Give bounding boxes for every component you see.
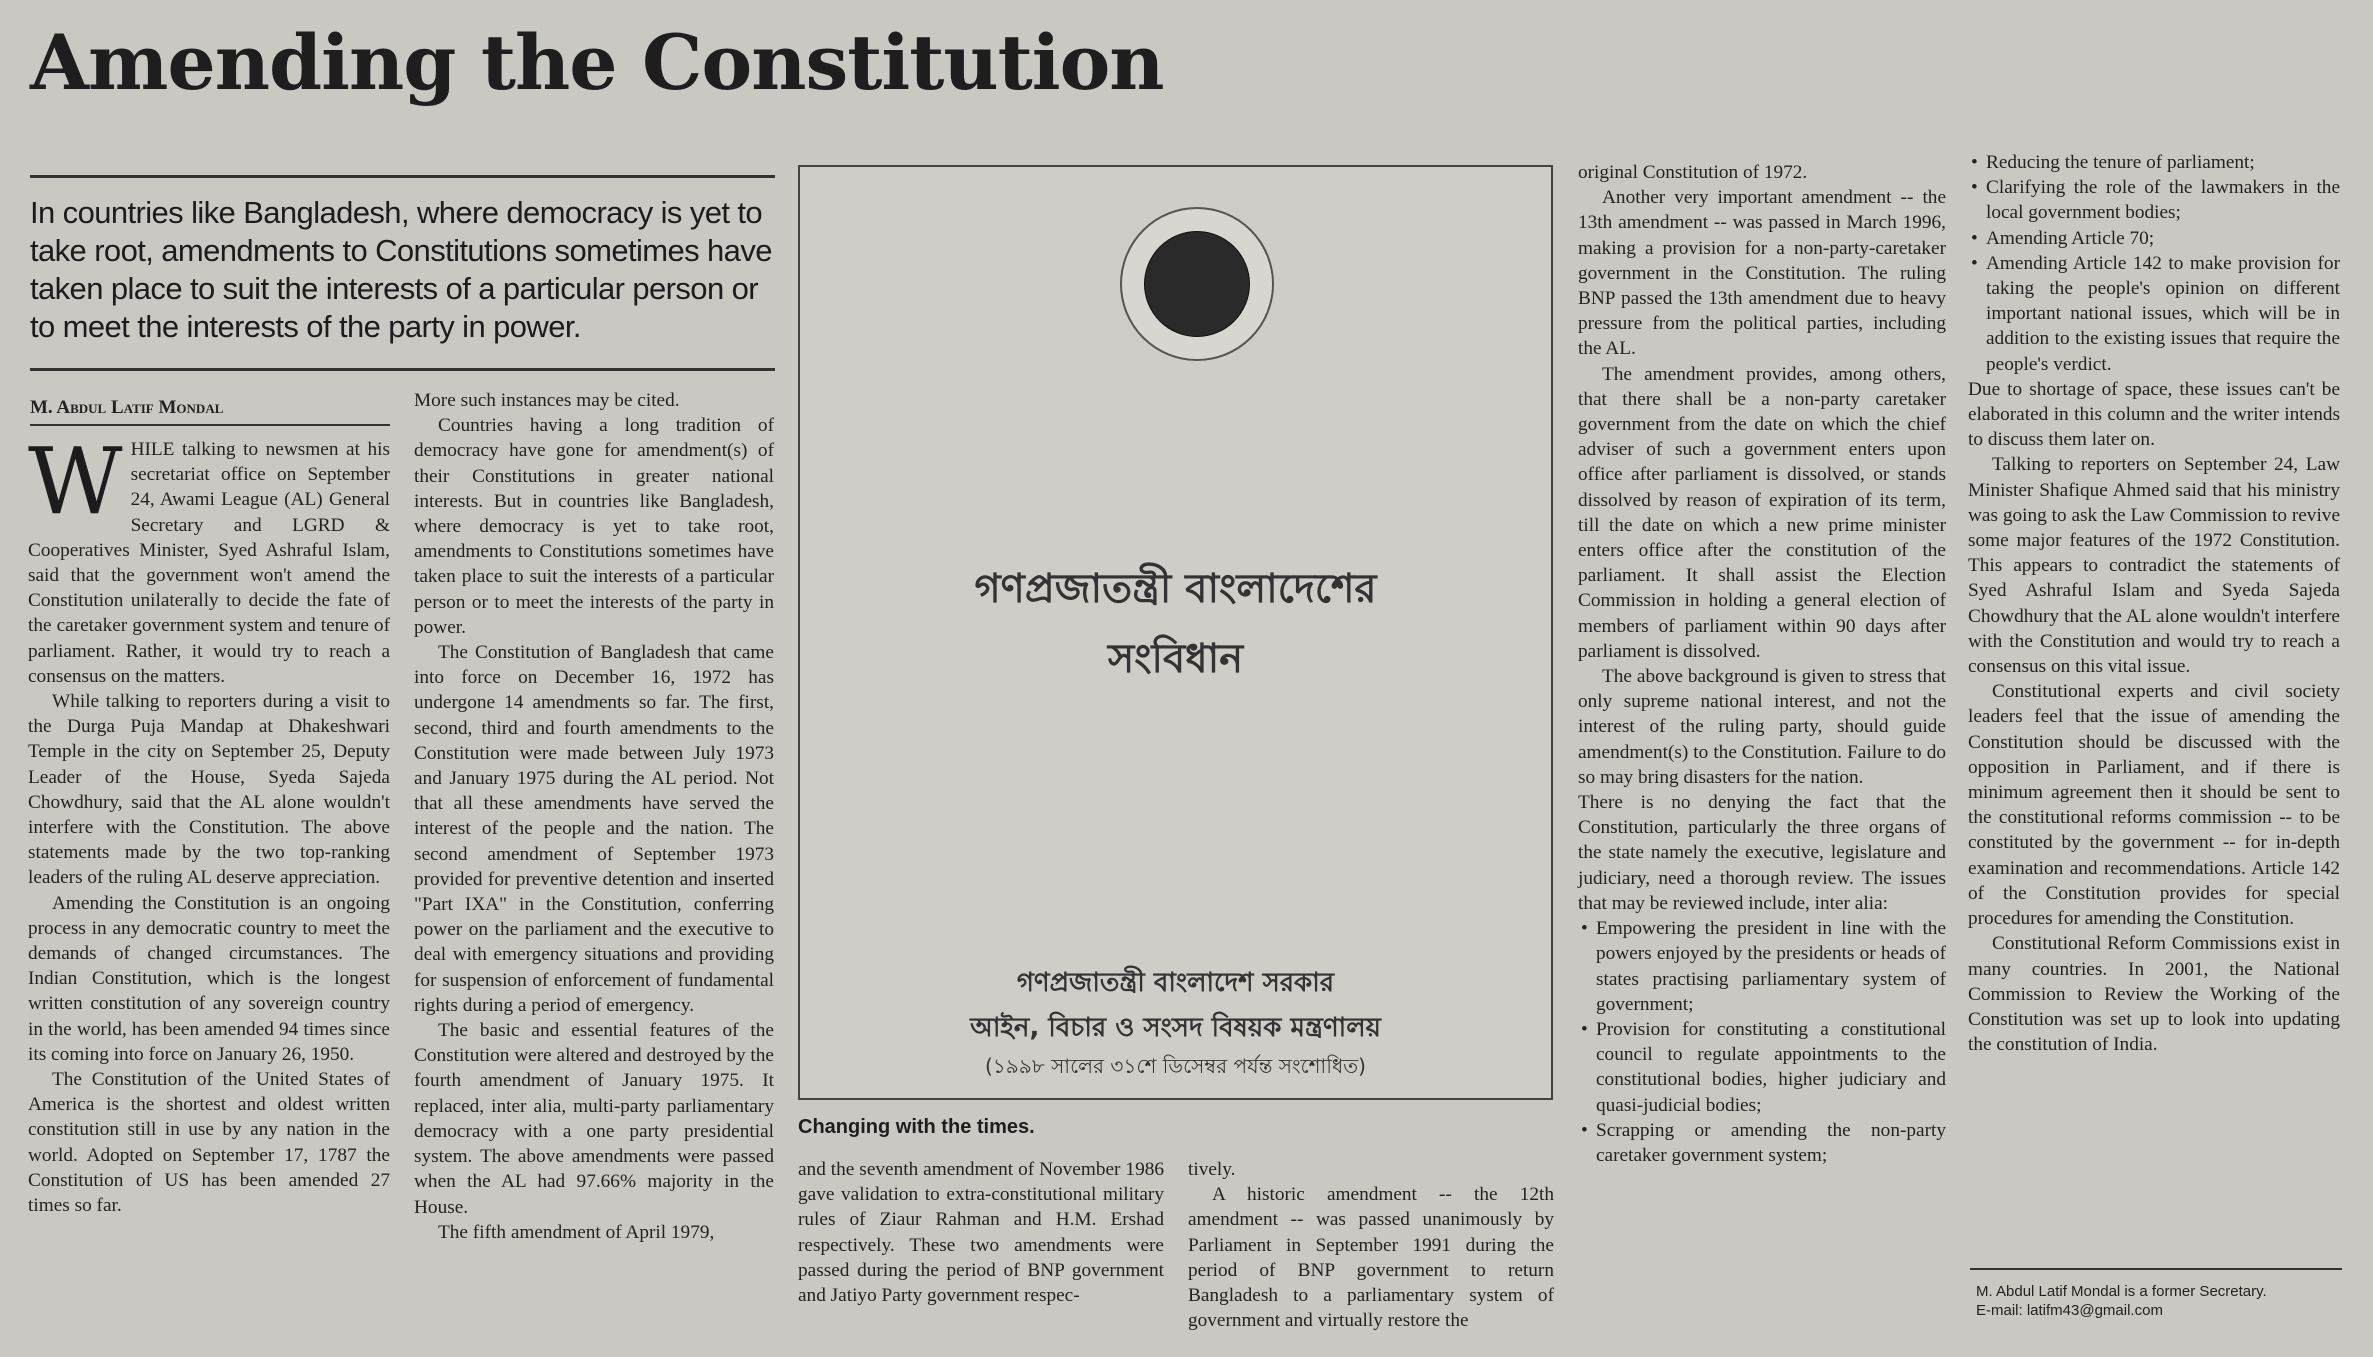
author-note-rule [1970, 1268, 2342, 1270]
column-3-bottom [798, 1157, 1164, 1308]
paragraph: There is no denying the fact that the Constitution, particularly the three organs of the state namely the executive, legislature and judiciary, need a thorough review. The issues that may be reviewed include, inter alia: [1578, 792, 1946, 914]
cover-title-line-2: সংবিধান [1107, 636, 1244, 682]
byline: M. Abdul Latif Mondal [30, 397, 224, 418]
seal-center [1144, 231, 1250, 337]
column-4-bottom [1188, 1157, 1554, 1333]
drop-cap: W [28, 428, 123, 535]
paragraph: While talking to reporters during a visit to the Durga Puja Mandap at Dhakeshwari Temple in the city on September 25, Deputy Leader of the House, Syeda Sajeda Chowdhury, said that the AL alone wouldn't interfere with the Constitution. The above statements made by the two top-ranking leaders of the ruling AL deserve appreciation. [28, 691, 390, 889]
list-item: • Reducing the tenure of parliament; [1986, 150, 2340, 175]
paragraph: Talking to reporters on September 24, Law Minister Shafique Ahmed said that his ministry was going to ask the Law Commission to revive some major features of the 1972 Constitution. This appears to contradict the statements of Syed Ashraful Islam and Syeda Sajeda Chowdhury that the AL alone wouldn't interfere with the Constitution and would try to reach a consensus on this vital issue. [1968, 454, 2340, 678]
headline: Amending the Constitution [30, 18, 1164, 107]
list-item: • Clarifying the role of the lawmakers in the local government bodies; [1986, 175, 2340, 225]
list-item: • Amending Article 70; [1986, 226, 2340, 251]
government-seal-icon [1120, 207, 1274, 361]
paragraph: The amendment provides, among others, that there shall be a non-party caretaker government from the date on which the chief adviser of such a government enters upon office after parliament is dissolved, or stands dissolved by reason of expiration of its term, till the date on which a new prime minister enters office after the constitution of the parliament. It shall assist the Election Commission in holding a general election of members of parliament within 90 days after parliament is dissolved. [1578, 363, 1946, 662]
paragraph: A historic amendment -- the 12th amendment -- was passed unanimously by Parliament in September 1991 during the period of BNP government to return Bangladesh to a parliamentary system of government and virtually restore the [1188, 1184, 1554, 1332]
paragraph: Constitutional experts and civil society leaders feel that the issue of amending the Constitution should be discussed with the opposition in Parliament, and if there is minimum agreement then it should be sent to the constitutional reforms commission -- to be constituted by the government -- for in-depth examination and recommendations. Article 142 of the Constitution provides for special procedures for amending the Constitution. [1968, 681, 2340, 930]
paragraph [28, 428, 390, 689]
deck-top-rule [30, 175, 775, 178]
deck: In countries like Bangladesh, where democracy is yet to take root, amendments to Constitutions sometimes have taken place to suit the interests of a particular person or to meet the interests of the party in power. [30, 195, 772, 344]
paragraph: More such instances may be cited. [414, 390, 680, 411]
author-email: E-mail: latifm43@gmail.com [1976, 1302, 2163, 1319]
list-item: • Provision for constituting a constitutional council to regulate appointments to the constitutional bodies, higher judiciary and quasi-judicial bodies; [1596, 1017, 1946, 1118]
column-1 [28, 428, 390, 1218]
paragraph: Constitutional Reform Commissions exist in many countries. In 2001, the National Commission to Review the Working of the Constitution was set up to look into updating the constitution of India. [1968, 933, 2340, 1056]
paragraph: The fifth amendment of April 1979, [438, 1221, 715, 1243]
paragraph: The Constitution of Bangladesh that came into force on December 16, 1972 has undergone 14 amendments so far. The first, second, third and fourth amendments to the Constitution were made between July 1973 and January 1975 during the AL period. Not that all these amendments have served the interest of the people and the nation. The second amendment of September 1973 provided for preventive detention and inserted "Part IXA" in the Constitution, conferring power on the parliament and the executive to deal with emergency situations and providing for suspension of enforcement of fundamental rights during a period of emergency. [414, 642, 774, 1016]
paragraph: The above background is given to stress that only supreme national interest, and not the interest of the ruling party, should guide amendment(s) to the Constitution. Failure to do so may bring disasters for the nation. [1578, 666, 1946, 788]
deck-bottom-rule [30, 368, 775, 371]
list-item: • Empowering the president in line with the powers enjoyed by the presidents or heads of states practising parliamentary system of government; [1596, 916, 1946, 1017]
paragraph: Another very important amendment -- the 13th amendment -- was passed in March 1996, making a provision for a non-party-caretaker government in the Constitution. The ruling BNP passed the 13th amendment due to heavy pressure from the political parties, including the AL. [1578, 187, 1946, 360]
paragraph: The Constitution of the United States of America is the shortest and oldest written constitution still in use by any nation in the world. Adopted on September 17, 1787 the Constitution of US has been amended 27 times so far. [28, 1069, 390, 1217]
column-6 [1968, 150, 2340, 1057]
byline-rule [30, 424, 390, 426]
paragraph: original Constitution of 1972. [1578, 162, 1808, 183]
paragraph: and the seventh amendment of November 1986 gave validation to extra-constitutional military rules of Ziaur Rahman and H.M. Ershad respectively. These two amendments were passed during the period of BNP government and Jatiyo Party government respec- [798, 1159, 1164, 1307]
paragraph: The basic and essential features of the Constitution were altered and destroyed by the fourth amendment of January 1975. It replaced, inter alia, multi-party parliamentary democracy with a one party presidential system. The above amendments were passed when the AL had 97.66% majority in the House. [414, 1020, 774, 1218]
cover-title-line-1: গণপ্রজাতন্ত্রী বাংলাদেশের [974, 566, 1377, 612]
cover-publisher-line-2: আইন, বিচার ও সংসদ বিষয়ক মন্ত্রণালয় [970, 1013, 1381, 1043]
photo-caption: Changing with the times. [798, 1116, 1035, 1138]
paragraph: Countries having a long tradition of democracy have gone for amendment(s) of their Constitutions in greater national interests. But in countries like Bangladesh, where democracy is yet to take root, amendments to Constitutions sometimes have taken place to suit the interests of a particular person or to meet the interests of the party in power. [414, 415, 774, 638]
column-2 [414, 388, 774, 1245]
bullet-list [1578, 916, 1946, 1168]
cover-publisher-line-3: (১৯৯৮ সালের ৩১শে ডিসেম্বর পর্যন্ত সংশোধিত) [985, 1054, 1366, 1078]
list-item: • Amending Article 142 to make provision for taking the people's opinion on different important national issues, which will be in addition to the existing issues that require the people's verdict. [1986, 251, 2340, 377]
author-description: M. Abdul Latif Mondal is a former Secretary. [1976, 1283, 2267, 1300]
paragraph-text: HILE talking to newsmen at his secretariat office on September 24, Awami League (AL) General Secretary and LGRD & Cooperatives Minister, Syed Ashraful Islam, said that the government won't amend the Constitution unilaterally to decide the fate of the caretaker government system and tenure of parliament. Rather, it would try to reach a consensus on the matters. [28, 439, 390, 687]
constitution-cover-photo [798, 165, 1553, 1100]
paragraph: tively. [1188, 1159, 1236, 1180]
bullet-list [1968, 150, 2340, 377]
list-item: • Scrapping or amending the non-party caretaker government system; [1596, 1118, 1946, 1168]
paragraph: Due to shortage of space, these issues can't be elaborated in this column and the writer intends to discuss them later on. [1968, 378, 2340, 451]
cover-publisher-line-1: গণপ্রজাতন্ত্রী বাংলাদেশ সরকার [1016, 968, 1335, 998]
paragraph: Amending the Constitution is an ongoing process in any democratic country to meet the demands of changed circumstances. The Indian Constitution, which is the longest written constitution of any sovereign country in the world, has been amended 94 times since its coming into force on January 26, 1950. [28, 892, 390, 1065]
author-note [1976, 1282, 2356, 1320]
column-5 [1578, 160, 1946, 1168]
